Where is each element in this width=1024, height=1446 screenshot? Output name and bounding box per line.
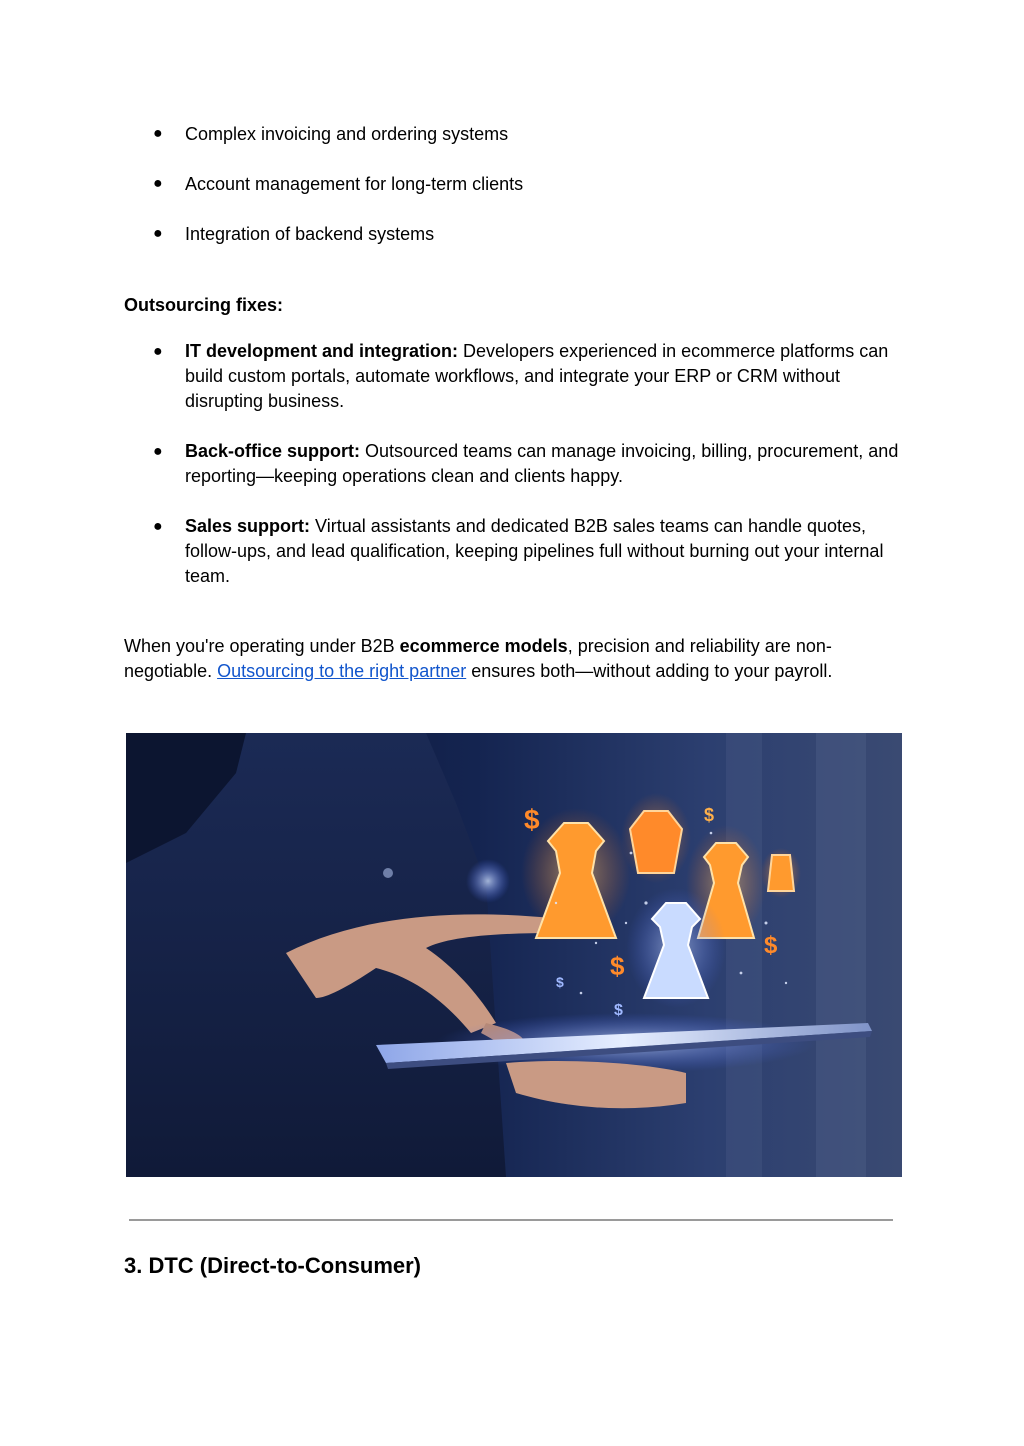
- dollar-sign-icon: $: [614, 1002, 623, 1019]
- list-item-title: Sales support:: [185, 516, 311, 536]
- section-subheading: Outsourcing fixes:: [124, 295, 284, 315]
- dollar-sign-icon: $: [764, 932, 778, 959]
- list-item: [0, 171, 1024, 197]
- list-item-body: [185, 514, 900, 589]
- list-item-text: Integration of backend systems: [185, 224, 435, 244]
- hero-image: [126, 733, 902, 1177]
- body-paragraph: [124, 634, 864, 684]
- bullet-icon: ●: [153, 175, 163, 192]
- ecommerce-tablet-illustration: [126, 733, 902, 1177]
- list-item-title: IT development and integration:: [185, 341, 459, 361]
- paragraph-text: ensures both—without adding to your payroll.: [466, 661, 833, 681]
- dollar-sign-icon: $: [556, 974, 564, 990]
- list-item-body: [185, 439, 900, 489]
- list-item-text: Complex invoicing and ordering systems: [185, 124, 509, 144]
- outsourcing-partner-link[interactable]: Outsourcing to the right partner: [217, 661, 467, 681]
- top-orange-icon: [621, 793, 691, 883]
- list-item: [0, 121, 1024, 147]
- shirt-button-icon: [383, 868, 393, 878]
- dollar-sign-icon: $: [610, 951, 625, 981]
- list-item-title: Back-office support:: [185, 441, 361, 461]
- list-item-text: Developers experienced in ecommerce platforms can build custom portals, automate workflows, and integrate your ERP or CRM without disrupting business.: [185, 341, 889, 411]
- dollar-sign-icon: $: [524, 804, 540, 835]
- bullet-icon: ●: [153, 443, 163, 460]
- dress-blue-icon: [626, 888, 726, 1008]
- dollar-sign-icon: $: [704, 805, 715, 825]
- paragraph-text: When you're operating under B2B: [124, 636, 400, 656]
- bullet-icon: ●: [153, 518, 163, 535]
- list-item-body: [185, 339, 900, 414]
- section-heading: 3. DTC (Direct-to-Consumer): [124, 1253, 422, 1278]
- bullet-icon: ●: [153, 125, 163, 142]
- paragraph-bold-text: ecommerce models: [399, 636, 568, 656]
- price-tag-icon: [761, 848, 801, 898]
- list-item-text: Outsourced teams can manage invoicing, billing, procurement, and reporting—keeping operations clean and clients happy.: [185, 441, 899, 486]
- bullet-icon: ●: [153, 343, 163, 360]
- horizontal-divider: [129, 1219, 893, 1221]
- paragraph-text: , precision and reliability are non-negotiable.: [124, 636, 832, 681]
- list-item-text: Virtual assistants and dedicated B2B sales teams can handle quotes, follow-ups, and lead qualification, keeping pipelines full without burning out your internal team.: [185, 516, 884, 586]
- list-item: [0, 221, 1024, 247]
- bullet-icon: ●: [153, 225, 163, 242]
- list-item-text: Account management for long-term clients: [185, 174, 524, 194]
